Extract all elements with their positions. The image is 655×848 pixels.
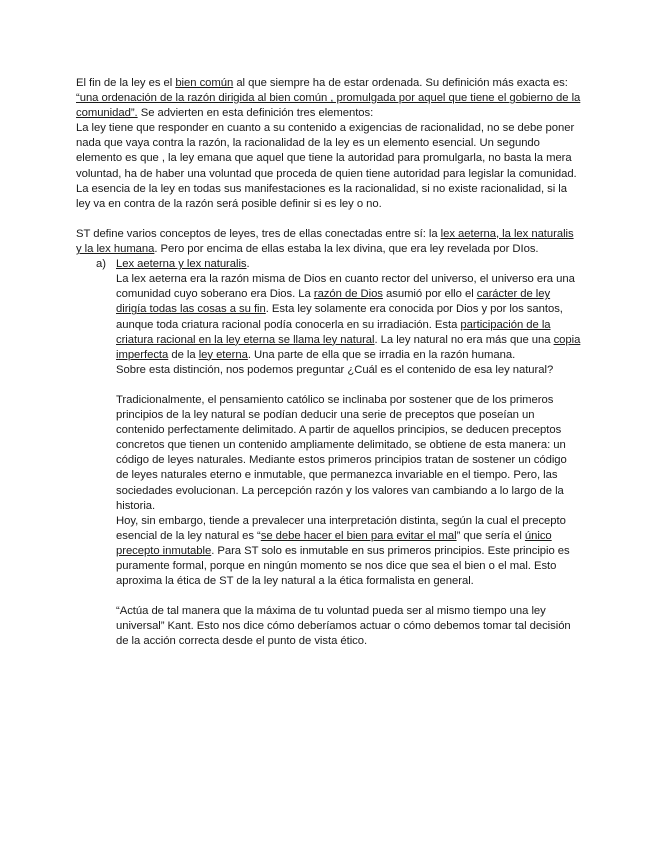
paragraph-racionalidad: La ley tiene que responder en cuanto a su contenido a exigencias de racionalidad, no se debe poner nada que vaya contra la razón, la racionalidad de la ley es un elemento esencial. Un segundo elemento es que , la ley emana que aquel que tiene la autoridad para promulgarla, no basta la mera voluntad, ha de haber una voluntad que proceda de quien tiene autoridad para legislar la comunidad.: [76, 122, 577, 180]
paragraph-lex-aeterna: La lex aeterna era la razón misma de Dios en cuanto rector del universo, el universo era una comunidad cuyo soberano era Dios. La razón de Dios asumió por ello el carácter de ley dirigía todas las cosas a su fin. Esta ley solamente era conocida por Dios y por los santos, aunque toda criatura racional podía conocerla en su irradiación. Esta participación de la criatura racional en la ley eterna se llama ley natural. La ley natural no era más que una copia imperfecta de la ley eterna. Una parte de ella que se irradia en la razón humana.: [116, 273, 581, 361]
document-page: [76, 76, 581, 650]
blank-line: [76, 212, 581, 227]
paragraph-kant-quote: “Actúa de tal manera que la máxima de tu voluntad pueda ser al mismo tiempo una ley universal” Kant. Esto nos dice cómo deberíamos actuar o cómo debemos tomar tal decisión de la acción correcta desde el punto de vista ético.: [116, 605, 571, 648]
underlined-definition: “una ordenación de la razón dirigida al bien común , promulgada por aquel que tiene el gobierno de la comunidad”.: [76, 92, 581, 120]
underlined-term: ley eterna: [198, 348, 248, 361]
paragraph-esencia: La esencia de la ley en todas sus manifestaciones es la racionalidad, si no existe racionalidad, si la ley va en contra de la razón será posible definir si es ley o no.: [76, 182, 567, 210]
underlined-term: bien común: [175, 77, 234, 89]
paragraph-pregunta: Sobre esta distinción, nos podemos preguntar ¿Cuál es el contenido de esa ley natural?: [116, 363, 554, 376]
underlined-term: razón de Dios: [313, 288, 383, 301]
blank-line: [116, 589, 581, 604]
list-item-a: [76, 257, 581, 649]
underlined-term: único precepto inmutable: [116, 529, 552, 557]
paragraph-tradicionalmente: Tradicionalmente, el pensamiento católico se inclinaba por sostener que de los primeros principios de la ley natural se podían deducir una serie de preceptos que poseían un contenido perfectamente delimitado. A partir de aquellos principios, se deducen preceptos concretos que tienen un contenido ampliamente delimitado, se obtiene de esta manera: un código de leyes naturales. Mediante estos primeros principios tratan de sostener un código de leyes naturales eterno e inmutable, que permanezca invariable en el tiempo. Pero, las sociedades evolucionan. La percepción razón y los valores van cambiando a lo largo de la historia.: [116, 393, 567, 512]
underlined-term: participación de la criatura racional en la ley eterna se llama ley natural: [116, 318, 551, 346]
paragraph-fin-de-la-ley: El fin de la ley es el bien común al que siempre ha de estar ordenada. Su definición más exacta es: “una ordenación de la razón dirigida al bien común , promulgada por aquel que tiene el gobierno de la comunidad”. Se advierten en esta definición tres elementos:: [76, 77, 581, 120]
underlined-term: lex aeterna, la lex naturalis y la lex humana: [76, 227, 574, 256]
blank-line: [116, 378, 581, 393]
list-marker: a): [96, 258, 106, 271]
underlined-term: carácter de ley dirigía todas las cosas a su fin: [116, 288, 551, 316]
underlined-term: se debe hacer el bien para evitar el mal: [260, 529, 457, 542]
list-item-heading: Lex aeterna y lex naturalis.: [116, 258, 250, 271]
paragraph-conceptos-leyes: ST define varios conceptos de leyes, tres de ellas conectadas entre sí: la lex aeterna, la lex naturalis y la lex humana. Pero por encima de ellas estaba la lex divina, que era ley revelada por DIos.: [76, 227, 574, 256]
paragraph-hoy: Hoy, sin embargo, tiende a prevalecer una interpretación distinta, según la cual el precepto esencial de la ley natural es “se debe hacer el bien para evitar el mal” que sería el único precepto inmutable. Para ST solo es inmutable en sus primeros principios. Este principio es puramente formal, porque en ningún momento se nos dice que sea el bien o el mal. Esto aproxima la ética de ST de la ley natural a la ética formalista en general.: [116, 514, 570, 588]
underlined-term: copia imperfecta: [116, 333, 581, 361]
